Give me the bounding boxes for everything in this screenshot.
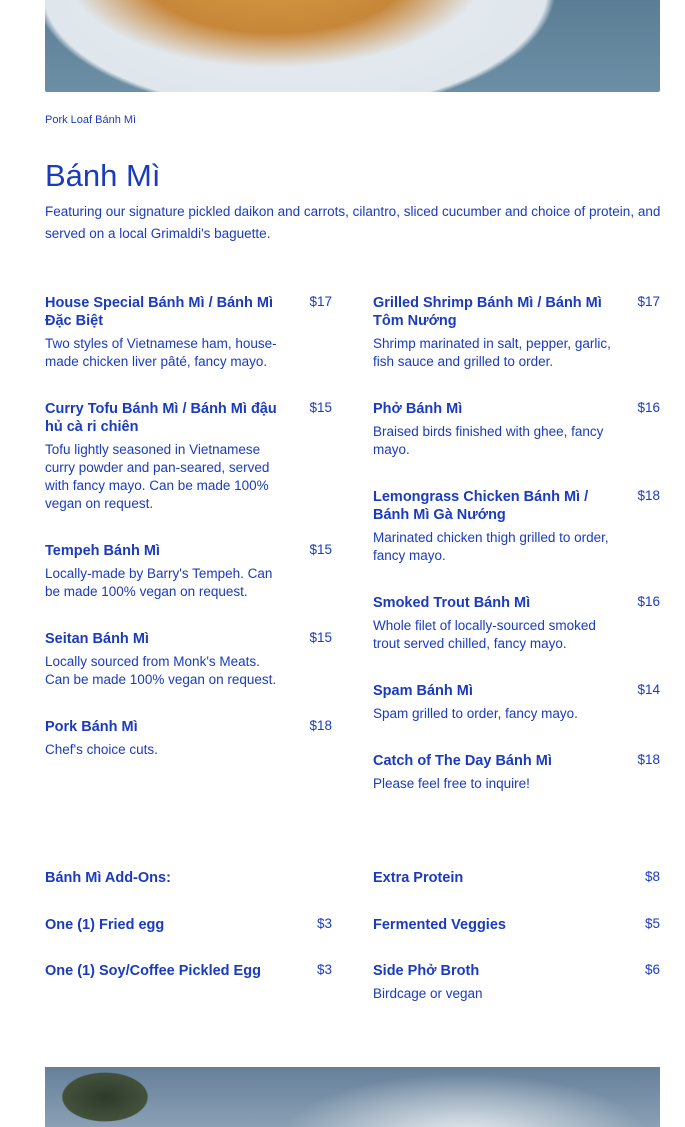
menu-item-price: $15 [309, 630, 332, 645]
menu-item-name: Pork Bánh Mì [45, 719, 138, 735]
addon-item [45, 962, 332, 980]
menu-item-description: Please feel free to inquire! [373, 776, 530, 791]
addon-price: $6 [644, 962, 660, 977]
menu-item [373, 294, 660, 371]
addons-heading-row [45, 869, 332, 887]
menu-item-price: $18 [309, 718, 332, 733]
addon-price: $8 [644, 869, 660, 884]
menu-item-description: Chef's choice cuts. [45, 742, 158, 757]
menu-item-price: $16 [637, 594, 660, 609]
menu-item-name: Phở Bánh Mì [373, 401, 463, 417]
menu-column-left [45, 294, 332, 788]
addon-price: $5 [644, 916, 660, 931]
menu-column-right [373, 294, 660, 822]
addon-name: Fermented Veggies [373, 917, 506, 933]
menu-item-description: Shrimp marinated in salt, pepper, garlic, fish sauce and grilled to order. [373, 336, 611, 369]
addons-heading: Bánh Mì Add-Ons: [45, 870, 171, 886]
menu-item-price: $17 [637, 294, 660, 309]
menu-item-price: $16 [637, 400, 660, 415]
addon-item [373, 869, 660, 887]
addon-item [373, 962, 660, 1003]
food-photo-bottom [45, 1067, 660, 1127]
menu-item [45, 542, 332, 601]
menu-item [373, 682, 660, 723]
menu-item-price: $17 [309, 294, 332, 309]
pork-loaf-banh-mi-photo [45, 0, 660, 92]
section-title: Bánh Mì [45, 158, 161, 193]
menu-item-description: Locally sourced from Monk's Meats. Can be made 100% vegan on request. [45, 654, 277, 687]
addon-name: Side Phở Broth [373, 963, 480, 979]
menu-item-price: $18 [637, 488, 660, 503]
menu-item-name: Seitan Bánh Mì [45, 631, 149, 647]
menu-item-name: House Special Bánh Mì / Bánh Mì Đặc Biệt [45, 295, 274, 329]
menu-item-description: Braised birds finished with ghee, fancy mayo. [373, 424, 604, 457]
menu-item [45, 294, 332, 371]
menu-item-description: Tofu lightly seasoned in Vietnamese curry powder and pan-seared, served with fancy mayo. Can be made 100% vegan on request. [45, 442, 270, 511]
menu-item-name: Spam Bánh Mì [373, 683, 473, 699]
menu-item [373, 752, 660, 793]
addon-name: Extra Protein [373, 870, 464, 886]
addon-name: One (1) Fried egg [45, 917, 165, 933]
menu-item-name: Smoked Trout Bánh Mì [373, 595, 531, 611]
menu-item [373, 400, 660, 459]
menu-item [373, 594, 660, 653]
addon-name: One (1) Soy/Coffee Pickled Egg [45, 963, 261, 979]
menu-item-name: Catch of The Day Bánh Mì [373, 753, 552, 769]
addon-item [373, 916, 660, 934]
menu-item-description: Marinated chicken thigh grilled to order, fancy mayo. [373, 530, 609, 563]
addon-item [45, 916, 332, 934]
menu-item-description: Spam grilled to order, fancy mayo. [373, 706, 578, 721]
addon-description: Birdcage or vegan [373, 986, 483, 1001]
menu-item-price: $14 [637, 682, 660, 697]
menu-item-name: Grilled Shrimp Bánh Mì / Bánh Mì Tôm Nướng [373, 295, 602, 329]
menu-item-name: Tempeh Bánh Mì [45, 543, 160, 559]
menu-item [373, 488, 660, 565]
menu-item [45, 718, 332, 759]
section-intro: Featuring our signature pickled daikon and carrots, cilantro, sliced cucumber and choice of protein, and served on a local Grimaldi's baguette. [45, 204, 661, 241]
menu-item [45, 630, 332, 689]
menu-item-price: $15 [309, 542, 332, 557]
addon-price: $3 [316, 916, 332, 931]
addon-price: $3 [316, 962, 332, 977]
menu-item-name: Curry Tofu Bánh Mì / Bánh Mì đậu hủ cà ri chiên [45, 401, 277, 435]
menu-item-price: $18 [637, 752, 660, 767]
menu-item-name: Lemongrass Chicken Bánh Mì / Bánh Mì Gà Nướng [373, 489, 589, 523]
photo-caption: Pork Loaf Bánh Mì [45, 114, 137, 126]
menu-item-description: Two styles of Vietnamese ham, house-made chicken liver pâté, fancy mayo. [45, 336, 277, 369]
menu-item [45, 400, 332, 513]
menu-item-description: Locally-made by Barry's Tempeh. Can be made 100% vegan on request. [45, 566, 273, 599]
menu-item-price: $15 [309, 400, 332, 415]
menu-item-description: Whole filet of locally-sourced smoked trout served chilled, fancy mayo. [373, 618, 596, 651]
